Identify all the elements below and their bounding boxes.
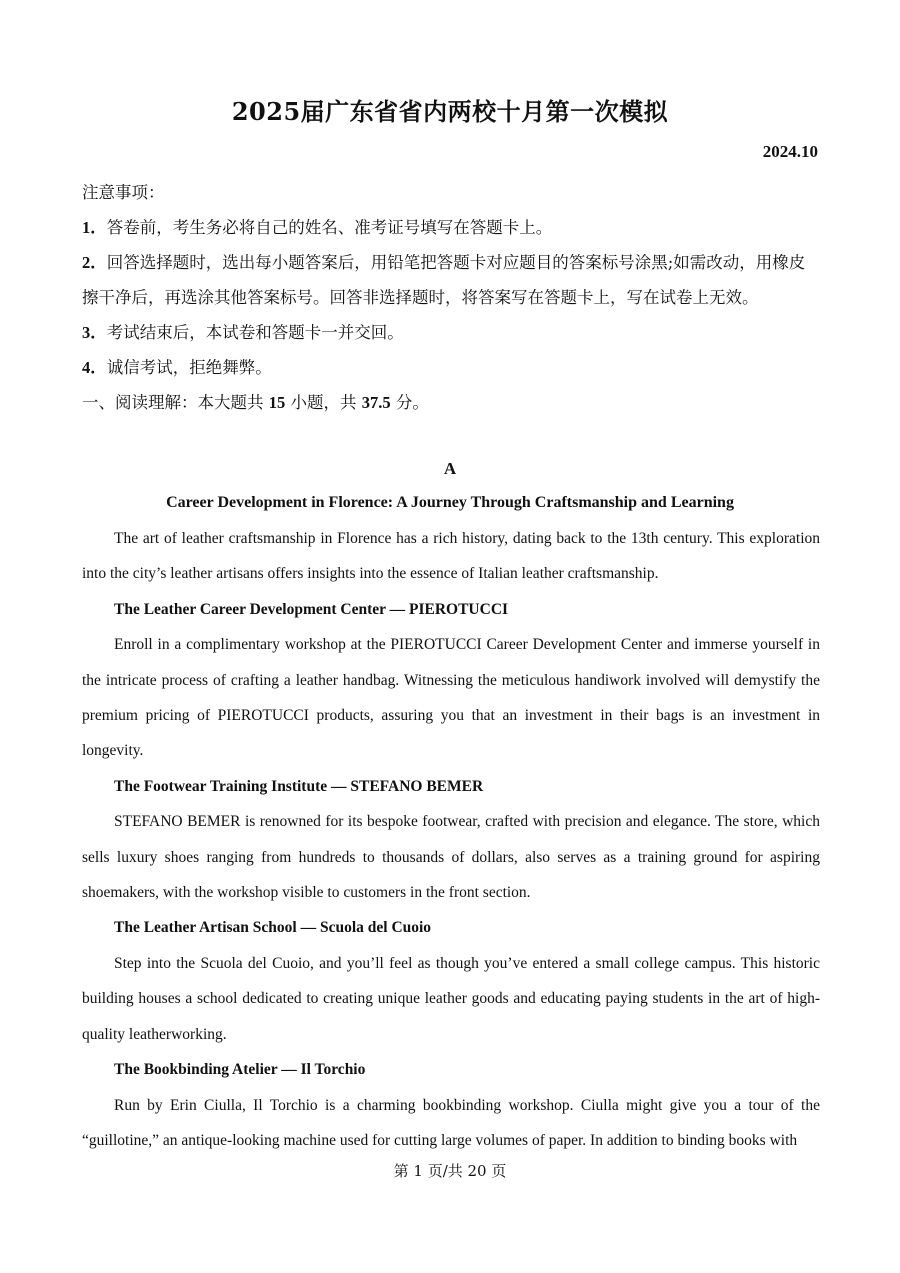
note-text: 诚信考试，拒绝舞弊。 [106,358,272,377]
section-heading [82,385,820,420]
section-text: Step into the Scuola del Cuoio, and you’ll feel as though you’ve entered a small college campus. This historic building houses a school dedicated to creating unique leather goods and educating paying students in the art of high-quality leatherworking. [82,954,820,1043]
notes-heading: 注意事项： [82,183,165,202]
passage-title: Career Development in Florence: A Journey Through Craftsmanship and Learning [166,494,734,511]
section-text: STEFANO BEMER is renowned for its bespoke footwear, crafted with precision and elegance. The store, which sells luxury shoes ranging from hundreds to thousands of dollars, also serves as a training ground for aspiring shoemakers, with the workshop visible to customers in the front section. [82,813,820,902]
note-number: 1． [82,218,107,237]
section-title: The Leather Artisan School — Scuola del Cuoio [114,919,432,937]
section-title: The Bookbinding Atelier — Il Torchio [114,1061,366,1079]
section-text: Enroll in a complimentary workshop at the PIEROTUCCI Career Development Center and immerse yourself in the intricate process of crafting a leather handbag. Witnessing the meticulous handiwork involved will demystify the premium pricing of PIEROTUCCI products, assuring you that an investment in their bags is an investment in longevity. [82,636,820,760]
passage-letter: A [443,459,457,478]
question-count: 15 [268,393,286,412]
note-item [82,245,820,315]
notes-block [82,175,820,420]
note-item [82,210,820,245]
note-number: 3． [82,323,107,342]
section-title: The Leather Career Development Center — PIEROTUCCI [114,600,509,618]
passage-body [82,521,820,1158]
section-text: Run by Erin Ciulla, Il Torchio is a charming bookbinding workshop. Ciulla might give you a tour of the “guillotine,” an antique-looking machine used for cutting large volumes of paper. In addition to binding books with [82,1096,820,1149]
note-number: 2． [82,253,107,272]
section-middle: 小题，共 [285,393,362,412]
page-number: 第 1 页/共 20 页 [393,1162,507,1180]
section-prefix: 一、阅读理解：本大题共 [82,393,269,412]
note-item [82,350,820,385]
section-score: 37.5 [361,393,391,412]
section-suffix: 分。 [390,393,429,412]
exam-date: 2024.10 [762,142,818,161]
note-text: 答卷前，考生务必将自己的姓名、准考证号填写在答题卡上。 [106,218,553,237]
note-text: 考试结束后，本试卷和答题卡一并交回。 [106,323,404,342]
note-text: 回答选择题时，选出每小题答案后，用铅笔把答题卡对应题目的答案标号涂黑;如需改动，用橡皮擦干净后，再选涂其他答案标号。回答非选择题时，将答案写在答题卡上，写在试卷上无效。 [82,253,806,307]
note-item [82,315,820,350]
passage-intro: The art of leather craftsmanship in Florence has a rich history, dating back to the 13th century. This exploration into the city’s leather artisans offers insights into the essence of Italian leather craftsmanship. [82,530,820,583]
exam-title: 2025届广东省省内两校十月第一次模拟 [231,97,669,126]
note-number: 4． [82,358,107,377]
section-title: The Footwear Training Institute — STEFANO BEMER [114,777,484,795]
